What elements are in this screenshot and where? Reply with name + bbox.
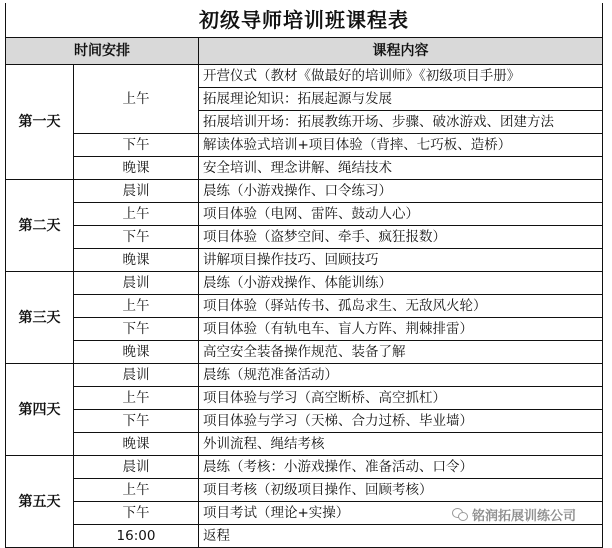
slot-label: 下午 <box>74 226 199 249</box>
slot-label: 晨训 <box>74 364 199 387</box>
course-content: 解读体验式培训+项目体验（背摔、七巧板、造桥） <box>199 134 603 157</box>
slot-label: 下午 <box>74 410 199 433</box>
slot-label: 下午 <box>74 318 199 341</box>
table-row <box>6 525 603 548</box>
table-row <box>6 479 603 502</box>
table-row <box>6 226 603 249</box>
page-title: 初级导师培训班课程表 <box>6 3 603 38</box>
wechat-icon <box>452 508 468 521</box>
slot-label: 晨训 <box>74 456 199 479</box>
course-content: 返程 <box>199 525 603 548</box>
course-content: 开营仪式（教材《做最好的培训师》《初级项目手册》 <box>199 65 603 88</box>
header-content: 课程内容 <box>199 38 603 65</box>
slot-label: 晚课 <box>74 433 199 456</box>
table-row <box>6 318 603 341</box>
table-row <box>6 203 603 226</box>
day-label: 第五天 <box>6 456 74 548</box>
table-row <box>6 272 603 295</box>
table-row <box>6 410 603 433</box>
course-content: 项目体验与学习（高空断桥、高空抓杠） <box>199 387 603 410</box>
slot-label: 晚课 <box>74 157 199 180</box>
watermark <box>452 505 576 524</box>
course-content: 项目体验（电网、雷阵、鼓动人心） <box>199 203 603 226</box>
slot-label: 晨训 <box>74 180 199 203</box>
header-row <box>6 38 603 65</box>
slot-label: 晨训 <box>74 272 199 295</box>
course-content: 项目体验与学习（天梯、合力过桥、毕业墙） <box>199 410 603 433</box>
course-content: 外训流程、绳结考核 <box>199 433 603 456</box>
slot-label: 上午 <box>74 203 199 226</box>
day-label: 第四天 <box>6 364 74 456</box>
course-content: 晨练（小游戏操作、体能训练） <box>199 272 603 295</box>
table-row <box>6 341 603 364</box>
slot-label: 下午 <box>74 502 199 525</box>
watermark-text: 铭润拓展训练公司 <box>472 509 577 524</box>
course-content: 项目体验（有轨电车、盲人方阵、荆棘排雷） <box>199 318 603 341</box>
course-content: 晨练（考核：小游戏操作、准备活动、口令） <box>199 456 603 479</box>
table-row <box>6 157 603 180</box>
slot-label: 晚课 <box>74 249 199 272</box>
table-row <box>6 295 603 318</box>
slot-label: 下午 <box>74 134 199 157</box>
day-label: 第二天 <box>6 180 74 272</box>
course-content: 拓展培训开场：拓展教练开场、步骤、破冰游戏、团建方法 <box>199 111 603 134</box>
day-label: 第一天 <box>6 65 74 180</box>
course-content: 项目考核（初级项目操作、回顾考核） <box>199 479 603 502</box>
title-row <box>6 3 603 38</box>
course-content: 项目体验（驿站传书、孤岛求生、无敌风火轮） <box>199 295 603 318</box>
course-content: 高空安全装备操作规范、装备了解 <box>199 341 603 364</box>
slot-label: 上午 <box>74 479 199 502</box>
table-row <box>6 249 603 272</box>
table-row <box>6 456 603 479</box>
slot-label: 上午 <box>74 65 199 134</box>
header-time: 时间安排 <box>6 38 199 65</box>
course-content: 晨练（小游戏操作、口令练习） <box>199 180 603 203</box>
table-row <box>6 180 603 203</box>
table-row <box>6 387 603 410</box>
course-content: 项目体验（盗梦空间、牵手、疯狂报数） <box>199 226 603 249</box>
slot-label: 16:00 <box>74 525 199 548</box>
table-row <box>6 433 603 456</box>
course-content: 项目考试（理论+实操） <box>199 502 603 525</box>
table-row <box>6 65 603 88</box>
table-row <box>6 134 603 157</box>
course-content: 讲解项目操作技巧、回顾技巧 <box>199 249 603 272</box>
slot-label: 晚课 <box>74 341 199 364</box>
table-row <box>6 364 603 387</box>
schedule-table <box>5 3 603 548</box>
slot-label: 上午 <box>74 295 199 318</box>
course-content: 拓展理论知识：拓展起源与发展 <box>199 88 603 111</box>
day-label: 第三天 <box>6 272 74 364</box>
course-content: 安全培训、理念讲解、绳结技术 <box>199 157 603 180</box>
course-content: 晨练（规范准备活动） <box>199 364 603 387</box>
slot-label: 上午 <box>74 387 199 410</box>
